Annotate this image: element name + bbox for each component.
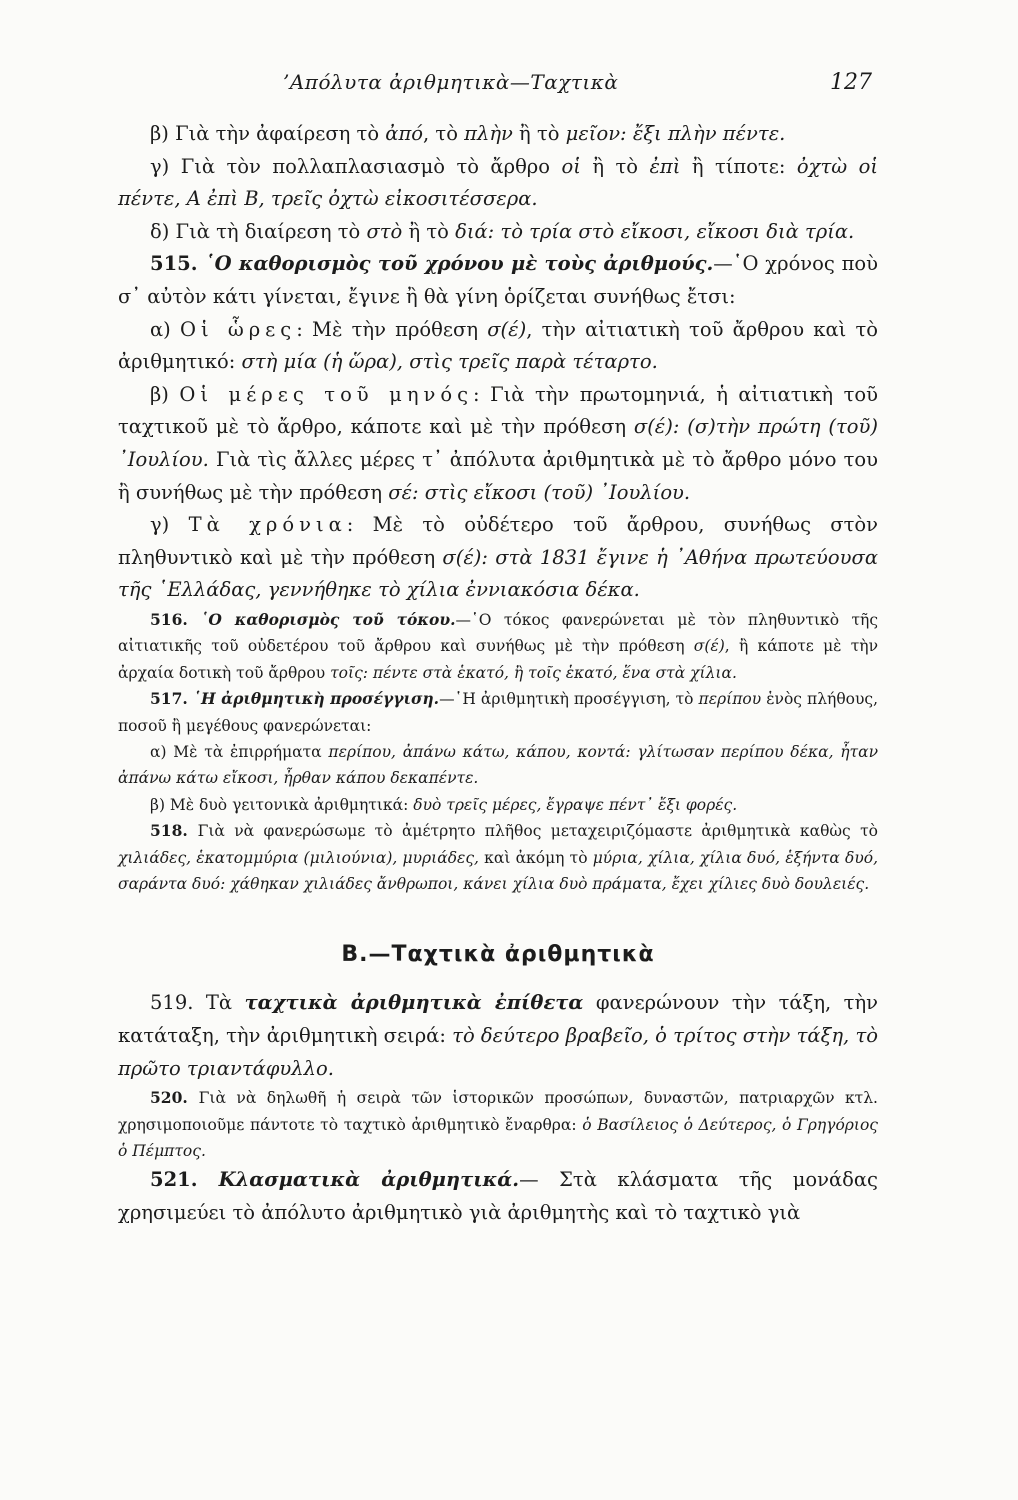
spacer xyxy=(118,967,878,987)
text-run: Οἱ μέρες τοῦ μηνός xyxy=(179,382,474,406)
text-run: ἀπό xyxy=(385,122,424,145)
section-title: Β.—Ταχτικὰ ἀριθμητικὰ xyxy=(341,942,655,968)
text-run: : Μὲ τὸ οὐδέτερο τοῦ ἄρθρου, συνήθως στὸν πληθυντικὸ καὶ μὲ τὴν πρόθεση xyxy=(118,513,878,569)
text-run: δ) Γιὰ τὴ διαίρεση τὸ xyxy=(150,219,367,243)
text-run: τὸ δεύτερο βραβεῖο, ὁ τρίτος στὴν τάξη, τὸ πρῶτο τριαντάφυλλο. xyxy=(118,1023,878,1080)
text-run: οἱ xyxy=(561,154,581,178)
paragraph-days xyxy=(118,379,878,509)
text-run: ὁ Βασίλειος ὁ Δεύτερος, ὁ Γρηγόριος ὁ Πέμπτος. xyxy=(118,1115,878,1160)
text-run: περίπου xyxy=(698,690,762,709)
text-run: μεῖον: ἔξι πλὴν πέντε. xyxy=(565,122,786,145)
text-run: σ(έ): (σ)τὴν πρώτη (τοῦ) ᾽Ιουλίου. xyxy=(118,415,878,471)
paragraph-hours xyxy=(118,314,878,379)
text-run: ἐπὶ xyxy=(649,154,681,178)
text-run: ὀχτὼ οἱ πέντε, Α ἐπὶ Β, τρεῖς ὀχτὼ εἰκοσιτέσσερα. xyxy=(118,154,878,211)
text-run: , τὴν αἰτιατικὴ τοῦ ἄρθρου καὶ τὸ ἀριθμητικό: xyxy=(118,317,878,374)
text-run: ταχτικὰ ἀριθμητικὰ ἐπίθετα xyxy=(244,991,584,1015)
text-run: Γιὰ νὰ φανερώσωμε τὸ ἀμέτρητο πλῆθος μεταχειριζόμαστε ἀριθμητικὰ καθὼς τὸ xyxy=(197,822,878,841)
text-run: ἢ τὸ xyxy=(580,154,650,178)
text-run: στὴ μία (ἡ ὥρα), στὶς τρεῖς παρὰ τέταρτο. xyxy=(241,350,658,374)
paragraph-521 xyxy=(118,1164,878,1229)
text-run: 515. xyxy=(150,252,205,276)
text-run: ἢ τὸ xyxy=(402,219,456,243)
spacer xyxy=(118,897,878,942)
text-run: ῾Η ἀριθμητικὴ προσέγγιση. xyxy=(193,689,440,709)
text-run: — Στὰ κλάσματα τῆς μονάδας χρησιμεύει τὸ ἀπόλυτο ἀριθμητικὸ γιὰ ἀριθμητὴς καὶ τὸ ταχτικὸ γιὰ xyxy=(118,1168,878,1224)
text-run: α) Μὲ τὰ ἐπιρρήματα xyxy=(150,742,329,761)
text-run: στὸ xyxy=(366,219,403,243)
text-run: , ἢ κάποτε μὲ τὴν ἀρχαία δοτικὴ τοῦ ἄρθρου xyxy=(118,637,879,682)
text-run: σ(έ) xyxy=(693,637,725,656)
paragraph-520 xyxy=(118,1085,878,1164)
text-run: 516. xyxy=(150,609,201,629)
text-run: διά: τὸ τρία στὸ εἴκοσι, εἴκοσι διὰ τρία. xyxy=(455,219,855,243)
text-run: περίπου, ἀπάνω κάτω, κάπου, κοντά: γλίτωσαν περίπου δέκα, ἦταν ἀπάνω κάτω εἴκοσι, ἦρθαν κάπου δεκαπέντε. xyxy=(118,742,878,788)
paragraph-adverbs xyxy=(118,739,878,792)
page-header xyxy=(0,70,1018,100)
paragraph-519 xyxy=(118,987,878,1085)
text-run: σέ: στὶς εἴκοσι (τοῦ) ᾽Ιουλίου. xyxy=(388,480,691,504)
text-run: 518. xyxy=(150,821,198,841)
text-run: Τὰ χρόνια xyxy=(188,513,347,537)
page-body xyxy=(118,118,878,1230)
text-run: πλὴν xyxy=(464,122,513,145)
text-run: : Γιὰ τὴν πρωτομηνιά, ἡ αἰτιατικὴ τοῦ ταχτικοῦ μὲ τὸ ἄρθρο, κάποτε καὶ μὲ τὴν πρόθεση xyxy=(118,382,878,439)
text-run: —῾Ο χρόνος ποὺ σ᾽ αὐτὸν κάτι γίνεται, ἔγινε ἢ θὰ γίνη ὁρίζεται συνήθως ἔτσι: xyxy=(118,252,878,308)
text-run: ῾Ο καθορισμὸς τοῦ χρόνου μὲ τοὺς ἀριθμούς. xyxy=(204,252,714,276)
paragraph-multiplication xyxy=(118,151,878,216)
text-run: τοῖς: πέντε στὰ ἑκατό, ἢ τοῖς ἑκατό, ἕνα στὰ χίλια. xyxy=(330,663,737,682)
text-run: μύρια, χίλια, χίλια δυό, ἑξήντα δυό, σαράντα δυό: χάθηκαν χιλιάδες ἄνθρωποι, κάνει χίλια δυὸ πράματα, ἔχει χίλιες δυὸ δουλειές. xyxy=(118,848,879,893)
text-run: Γιὰ τὶς ἄλλες μέρες τ᾽ ἀπόλυτα ἀριθμητικὰ μὲ τὸ ἄρθρο μόνο του ἢ συνήθως μὲ τὴν πρόθεση xyxy=(118,447,878,504)
paragraph-division xyxy=(118,216,878,249)
text-run: Τὰ xyxy=(205,991,245,1015)
text-run: α) xyxy=(150,317,180,341)
text-run: 519. xyxy=(150,991,206,1015)
text-run: 521. xyxy=(150,1168,219,1192)
paragraph-neighbouring xyxy=(118,792,878,818)
text-run: ἢ τὸ xyxy=(512,122,566,145)
text-run: Γιὰ νὰ δηλωθῆ ἡ σειρὰ τῶν ἱστορικῶν προσώπων, δυναστῶν, πατριαρχῶν κτλ. χρησιμοποιοῦμε πάντοτε τὸ ταχτικὸ ἀριθμητικὸ ἔναρθρα: xyxy=(118,1089,878,1134)
running-title: ’Απόλυτα ἀριθμητικὰ—Ταχτικὰ xyxy=(283,70,619,94)
text-run: ἑνὸς πλήθους, ποσοῦ ἢ μεγέθους φανερώνεται: xyxy=(118,690,879,735)
text-run: χιλιάδες, ἑκατομμύρια (μιλιούνια), μυριάδες, xyxy=(118,848,479,867)
text-run: σ(έ): στὰ 1831 ἔγινε ἡ ᾽Αθήνα πρωτεύουσα τῆς ῾Ελλάδας, γεννήθηκε τὸ χίλια ἐννιακόσια δέκα. xyxy=(118,545,878,602)
text-run: 520. xyxy=(150,1088,199,1108)
text-run: —῾Η ἀριθμητικὴ προσέγγιση, τὸ xyxy=(439,690,699,709)
page-number: 127 xyxy=(830,70,872,95)
paragraph-516 xyxy=(118,607,878,686)
text-run: : Μὲ τὴν πρόθεση xyxy=(296,317,488,341)
text-run: δυὸ τρεῖς μέρες, ἔγραψε πέντ᾽ ἔξι φορές. xyxy=(413,795,738,814)
paragraph-517 xyxy=(118,686,878,739)
text-run: β) Μὲ δυὸ γειτονικὰ ἀριθμητικά: xyxy=(150,795,414,814)
text-run: Κλασματικὰ ἀριθμητικά. xyxy=(218,1168,520,1192)
text-run: ῾Ο καθορισμὸς τοῦ τόκου. xyxy=(200,609,456,629)
paragraph-518 xyxy=(118,818,878,897)
text-run: —῾Ο τόκος φανερώνεται μὲ τὸν πληθυντικὸ τῆς αἰτιατικῆς τοῦ οὐδετέρου τοῦ ἄρθρου καὶ συνήθως μὲ τὴν πρόθεση xyxy=(118,610,878,656)
text-run: καὶ ἀκόμη τὸ xyxy=(478,848,593,867)
text-run: φανερώνουν τὴν τάξη, τὴν κατάταξη, τὴν ἀριθμητικὴ σειρά: xyxy=(118,991,878,1047)
text-run: β) xyxy=(150,382,180,406)
text-run: ἢ τίποτε: xyxy=(680,154,797,178)
text-run: γ) xyxy=(150,513,189,537)
text-run: , τὸ xyxy=(423,122,465,145)
paragraph-years xyxy=(118,509,878,607)
text-run: σ(έ) xyxy=(487,317,527,341)
paragraph-subtraction xyxy=(118,118,878,151)
text-run: γ) Γιὰ τὸν πολλαπλασιασμὸ τὸ ἄρθρο xyxy=(150,154,562,178)
paragraph-515 xyxy=(118,248,878,313)
text-run: β) Γιὰ τὴν ἀφαίρεση τὸ xyxy=(150,122,386,145)
text-run: 517. xyxy=(150,689,194,709)
text-run: Οἱ ὧρες xyxy=(179,317,297,341)
